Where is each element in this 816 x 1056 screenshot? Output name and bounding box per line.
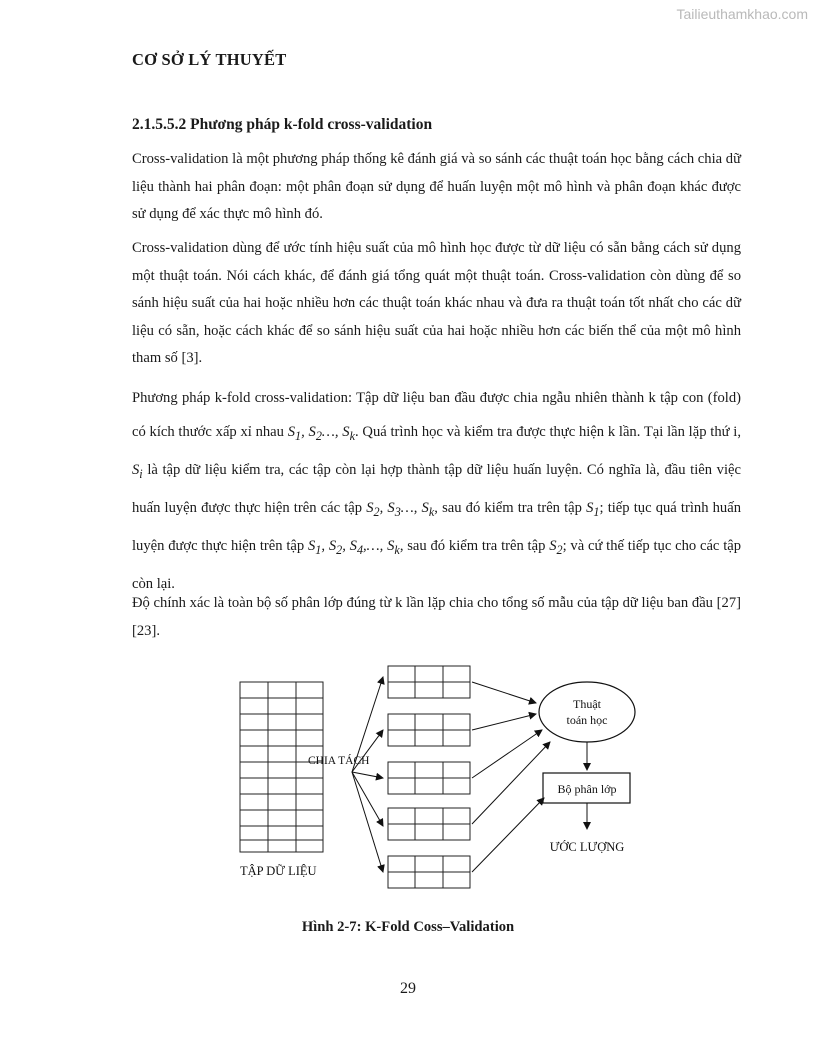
chapter-title: CƠ SỞ LÝ THUYẾT bbox=[132, 50, 287, 69]
dataset-label: TẬP DỮ LIỆU bbox=[240, 864, 317, 878]
classifier-label: Bộ phân lớp bbox=[557, 782, 617, 796]
fold-3 bbox=[388, 762, 470, 794]
fold-1 bbox=[388, 666, 470, 698]
split-arrows bbox=[352, 677, 383, 872]
paragraph-kfold-method: Phương pháp k-fold cross-validation: Tập dữ liệu ban đầu được chia ngẫu nhiên thành k tập con (fold) có kích thước xấp xỉ nhau $S_1$, $S_2\dots$, $S_k$. Quá trình học và kiểm tra được thực hiện k lần. Tại lần lặp thứ i, $S_i$ là tập dữ liệu kiểm tra, các tập còn lại hợp thành tập dữ liệu huấn luyện. Có nghĩa là, đầu tiên việc huấn luyện được thực hiện trên các tập $S_2$, $S_3\dots$, $S_k$, sau đó kiểm tra trên tập $S_1$; tiếp tục quá trình huấn luyện được thực hiện trên tập $S_1$, $S_2$, $S_4,\dots$, $S_k$, sau đó kiểm tra trên tập $S_2$; và cứ thế tiếp tục cho các tập còn lại. bbox=[132, 390, 742, 592]
algorithm-label-line1: Thuật bbox=[573, 697, 601, 711]
algorithm-label-line2: toán học bbox=[566, 713, 608, 727]
fold-to-classifier-arrow bbox=[472, 798, 544, 872]
algorithm-node bbox=[539, 682, 635, 742]
split-label: CHIA TÁCH bbox=[308, 755, 370, 767]
figure-caption: Hình 2-7: K-Fold Coss–Validation bbox=[301, 919, 515, 935]
dataset-table bbox=[240, 682, 323, 852]
kfold-diagram bbox=[230, 662, 650, 892]
page-number: 29 bbox=[400, 980, 416, 997]
paragraph-accuracy: Độ chính xác là toàn bộ số phân lớp đúng từ k lần lặp chia cho tổng số mẫu của tập dữ liệu ban đầu [27][23]. bbox=[132, 595, 741, 639]
fold-to-algorithm-arrows bbox=[472, 682, 550, 824]
fold-2 bbox=[388, 714, 470, 746]
watermark: Tailieuthamkhao.com bbox=[676, 6, 808, 22]
paragraph-intro: Cross-validation là một phương pháp thống kê đánh giá và so sánh các thuật toán học bằng cách chia dữ liệu thành hai phân đoạn: một phân đoạn sử dụng để huấn luyện một mô hình và phân đoạn khác được sử dụng để xác thực mô hình đó. bbox=[132, 151, 741, 222]
paragraph-purpose: Cross-validation dùng để ước tính hiệu suất của mô hình học được từ dữ liệu có sẵn bằng cách sử dụng một thuật toán. Nói cách khác, để đánh giá tổng quát một thuật toán. Cross-validation còn dùng để so sánh hiệu suất của hai hoặc nhiều hơn các thuật toán khác nhau và đưa ra thuật toán tốt nhất cho các dữ liệu có sẵn, hoặc cách khác để so sánh hiệu suất của hai hoặc nhiều hơn các biến thể của một mô hình tham số [3]. bbox=[132, 240, 741, 366]
fold-4 bbox=[388, 808, 470, 840]
section-title: 2.1.5.5.2 Phương pháp k-fold cross-validation bbox=[132, 116, 433, 133]
fold-5 bbox=[388, 856, 470, 888]
estimate-label: ƯỚC LƯỢNG bbox=[549, 840, 625, 854]
